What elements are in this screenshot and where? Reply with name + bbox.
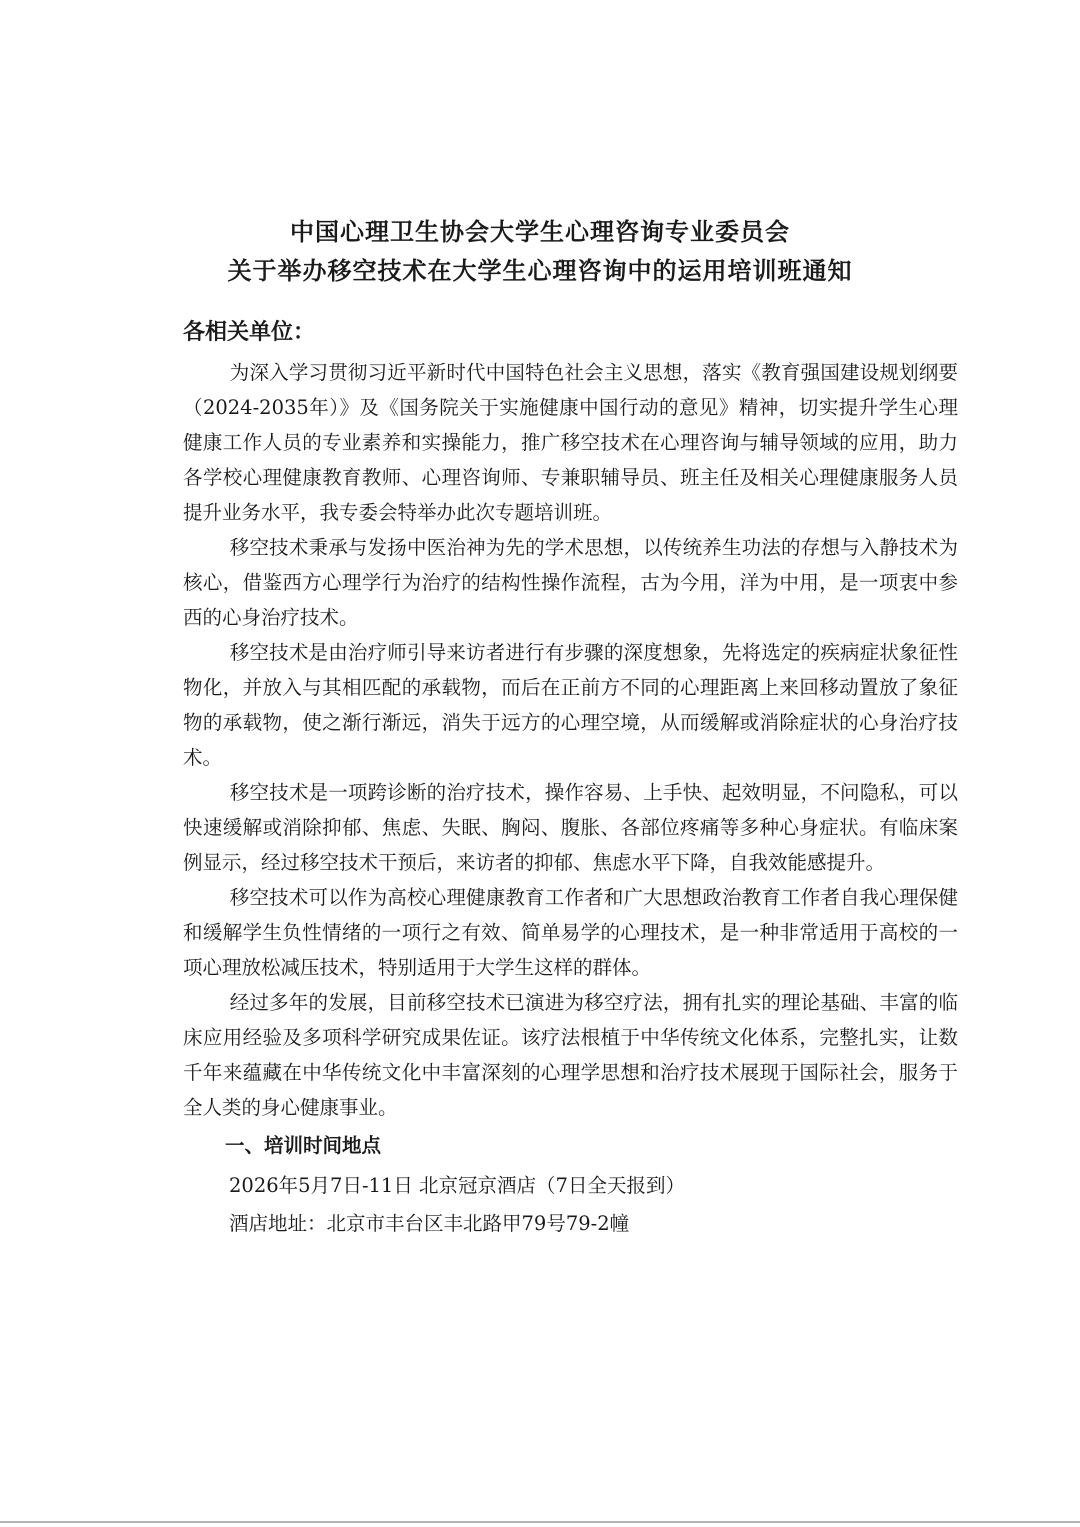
paragraph-effects: 移空技术是一项跨诊断的治疗技术，操作容易、上手快、起效明显，不问隐私，可以快速缓解或消除抑郁、焦虑、失眠、胸闷、腹胀、各部位疼痛等多种心身症状。有临床案例显示，经过移空技术干预后，来访者的抑郁、焦虑水平下降，自我效能感提升。: [183, 781, 958, 874]
paragraph-purpose: 为深入学习贯彻习近平新时代中国特色社会主义思想，落实《教育强国建设规划纲要（2024-2035年）》及《国务院关于实施健康中国行动的意见》精神，切实提升学生心理健康工作人员的专业素养和实操能力，推广移空技术在心理咨询与辅导领域的应用，助力各学校心理健康教育教师、心理咨询师、专兼职辅导员、班主任及相关心理健康服务人员提升业务水平，我专委会特举办此次专题培训班。: [183, 361, 958, 524]
paragraph-development: 经过多年的发展，目前移空技术已演进为移空疗法，拥有扎实的理论基础、丰富的临床应用经验及多项科学研究成果佐证。该疗法根植于中华传统文化体系，完整扎实，让数千年来蕴藏在中华传统文化中丰富深刻的心理学思想和治疗技术展现于国际社会，服务于全人类的身心健康事业。: [183, 991, 958, 1119]
document-body: [183, 355, 958, 1243]
salutation: 各相关单位：: [183, 320, 316, 345]
paragraph-origin: 移空技术秉承与发扬中医治神为先的学术思想，以传统养生功法的存想与入静技术为核心，借鉴西方心理学行为治疗的结构性操作流程，古为今用，洋为中用，是一项衷中参西的心身治疗技术。: [183, 536, 958, 629]
hotel-address: 酒店地址：北京市丰台区丰北路甲79号79-2幢: [229, 1212, 630, 1235]
training-date-venue: 2026年5月7日-11日 北京冠京酒店（7日全天报到）: [229, 1174, 685, 1197]
paragraph-method: 移空技术是由治疗师引导来访者进行有步骤的深度想象，先将选定的疾病症状象征性物化，并放入与其相匹配的承载物，而后在正前方不同的心理距离上来回移动置放了象征物的承载物，使之渐行渐远，消失于远方的心理空境，从而缓解或消除症状的心身治疗技术。: [183, 641, 958, 769]
section-heading-time-place: 一、培训时间地点: [225, 1134, 382, 1157]
page-bottom-edge: [0, 1521, 1080, 1523]
document-title-line-1: 中国心理卫生协会大学生心理咨询专业委员会: [290, 218, 790, 246]
document-title-line-2: 关于举办移空技术在大学生心理咨询中的运用培训班通知: [227, 257, 853, 285]
paragraph-applicability: 移空技术可以作为高校心理健康教育工作者和广大思想政治教育工作者自我心理保健和缓解学生负性情绪的一项行之有效、简单易学的心理技术，是一种非常适用于高校的一项心理放松减压技术，特别适用于大学生这样的群体。: [183, 886, 958, 979]
